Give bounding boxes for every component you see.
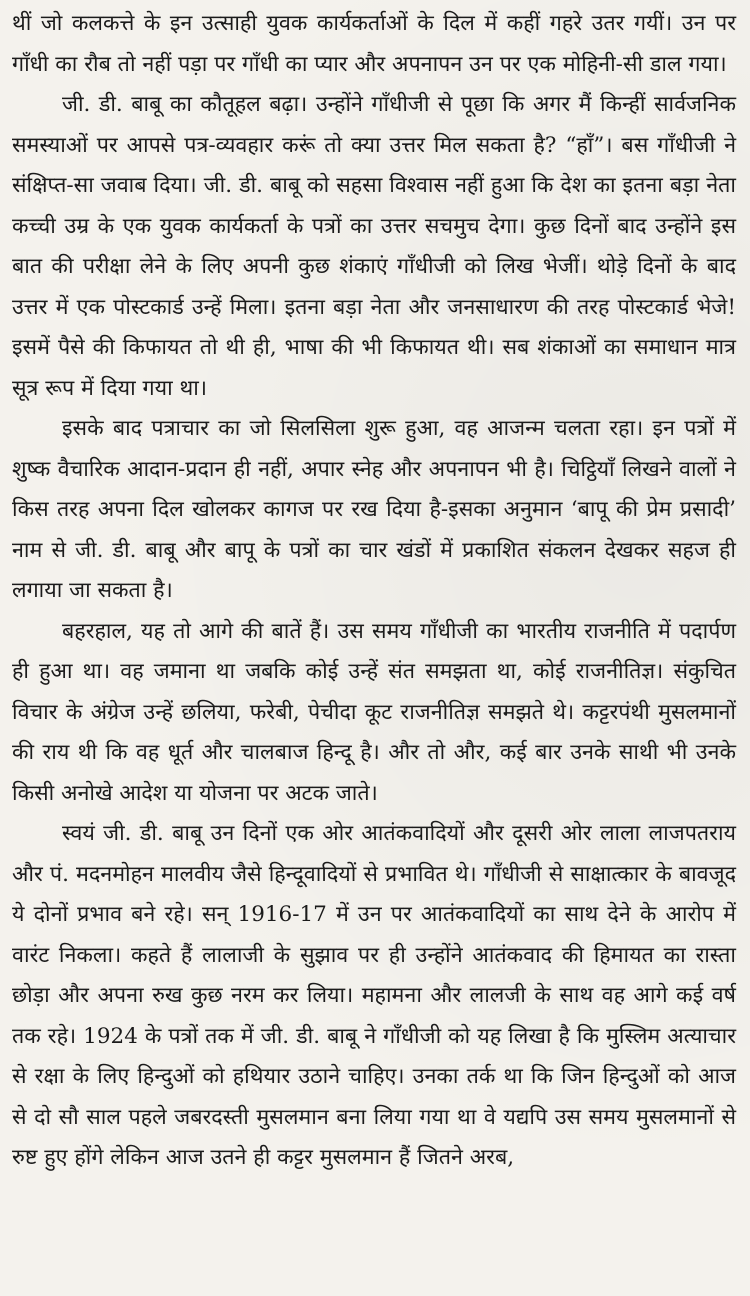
paragraph-continuation: थीं जो कलकत्ते के इन उत्साही युवक कार्यकर्ताओं के दिल में कहीं गहरे उतर गयीं। उन पर गाँधी का रौब तो नहीं पड़ा पर गाँधी का प्यार और अपनापन उन पर एक मोहिनी-सी डाल गया। (12, 11, 736, 77)
page-body-text (12, 4, 736, 1179)
paragraph-correspondence: इसके बाद पत्राचार का जो सिलसिला शुरू हुआ, वह आजन्म चलता रहा। इन पत्रों में शुष्क वैचारिक आदान-प्रदान ही नहीं, अपार स्नेह और अपनापन भी है। चिट्ठियाँ लिखने वालों ने किस तरह अपना दिल खोलकर कागज पर रख दिया है-इसका अनुमान ‘बापू की प्रेम प्रसादी’ नाम से जी. डी. बाबू और बापू के पत्रों का चार खंडों में प्रकाशित संकलन देखकर सहज ही लगाया जा सकता है। (12, 416, 736, 603)
paragraph-gandhi-politics: बहरहाल, यह तो आगे की बातें हैं। उस समय गाँधीजी का भारतीय राजनीति में पदार्पण ही हुआ था। वह जमाना था जबकि कोई उन्हें संत समझता था, कोई राजनीतिज्ञ। संकुचित विचार के अंग्रेज उन्हें छलिया, फरेबी, पेचीदा कूट राजनीतिज्ञ समझते थे। कट्टरपंथी मुसलमानों की राय थी कि वह धूर्त और चालबाज हिन्दू है। और तो और, कई बार उनके साथी भी उनके किसी अनोखे आदेश या योजना पर अटक जाते। (12, 618, 736, 806)
paragraph-gd-babu-curiosity: जी. डी. बाबू का कौतूहल बढ़ा। उन्होंने गाँधीजी से पूछा कि अगर मैं किन्हीं सार्वजनिक समस्याओं पर आपसे पत्र-व्यवहार करूं तो क्या उत्तर मिल सकता है? “हाँ”। बस गाँधीजी ने संक्षिप्त-सा जवाब दिया। जी. डी. बाबू को सहसा विश्वास नहीं हुआ कि देश का इतना बड़ा नेता कच्ची उम्र के एक युवक कार्यकर्ता के पत्रों का उत्तर सचमुच देगा। कुछ दिनों बाद उन्होंने इस बात की परीक्षा लेने के लिए अपनी कुछ शंकाएं गाँधीजी को लिख भेजीं। थोड़े दिनों के बाद उत्तर में एक पोस्टकार्ड उन्हें मिला। इतना बड़ा नेता और जनसाधारण की तरह पोस्टकार्ड भेजे! इसमें पैसे की किफायत तो थी ही, भाषा की भी किफायत थी। सब शंकाओं का समाधान मात्र सूत्र रूप में दिया गया था। (12, 92, 736, 401)
paragraph-influences: स्वयं जी. डी. बाबू उन दिनों एक ओर आतंकवादियों और दूसरी ओर लाला लाजपतराय और पं. मदनमोहन मालवीय जैसे हिन्दूवादियों से प्रभावित थे। गाँधीजी से साक्षात्कार के बावजूद ये दोनों प्रभाव बने रहे। सन् 1916-17 में उन पर आतंकवादियों का साथ देने के आरोप में वारंट निकला। कहते हैं लालाजी के सुझाव पर ही उन्होंने आतंकवाद की हिमायत का रास्ता छोड़ा और अपना रुख कुछ नरम कर लिया। महामना और लालजी के साथ वह आगे कई वर्ष तक रहे। 1924 के पत्रों तक में जी. डी. बाबू ने गाँधीजी को यह लिखा है कि मुस्लिम अत्याचार से रक्षा के लिए हिन्दुओं को हथियार उठाने चाहिए। उनका तर्क था कि जिन हिन्दुओं को आज से दो सौ साल पहले जबरदस्ती मुसलमान बना लिया गया था वे यद्यपि उस समय मुसलमानों से रुष्ट हुए होंगे लेकिन आज उतने ही कट्टर मुसलमान हैं जितने अरब, (12, 821, 736, 1170)
